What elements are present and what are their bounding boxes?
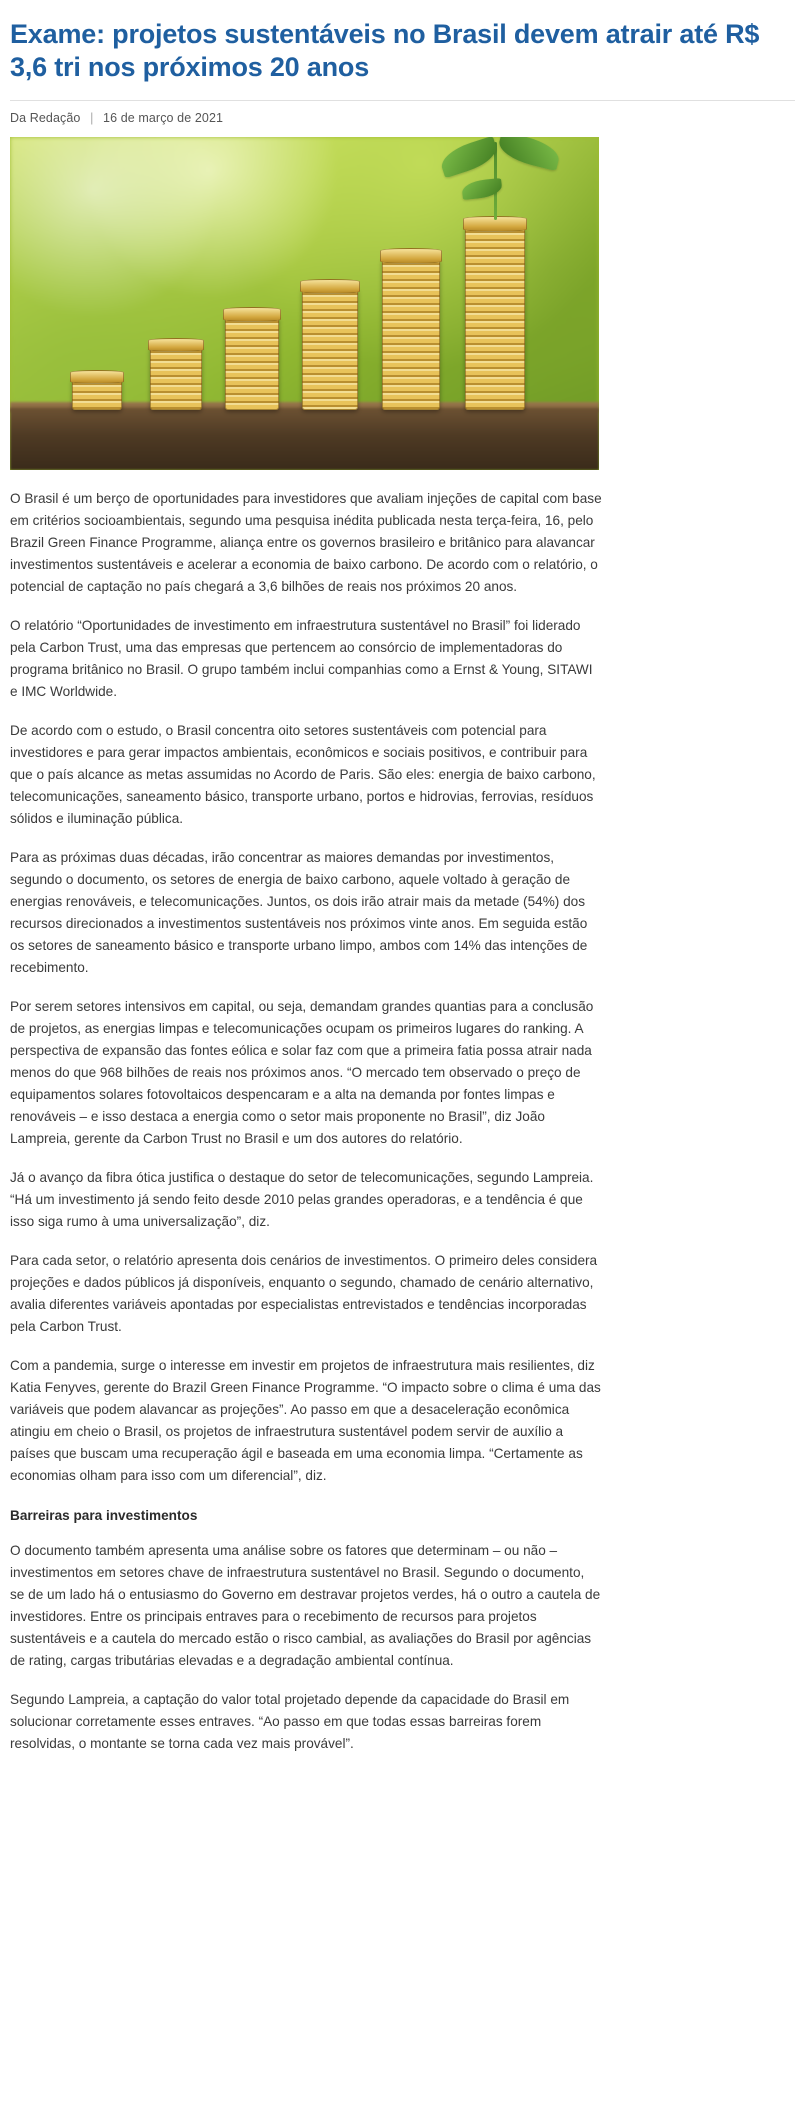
coin-stack <box>150 346 202 410</box>
coin-top <box>300 279 360 294</box>
coin-top <box>380 248 442 264</box>
coin-top <box>148 338 204 352</box>
article-paragraph: Por serem setores intensivos em capital, ou seja, demandam grandes quantias para a conclusão de projetos, as energias limpas e telecomunicações ocupam os primeiros lugares do ranking. A perspectiva de expansão das fontes eólica e solar faz com que a primeira fatia possa atrair nada menos do que 968 bilhões de reais nos próximos anos. “O mercado tem observado o preço de equipamentos solares fotovoltaicos despencaram e a alta na demanda por fontes limpas e renováveis – e isso destaca a energia como o setor mais proponente no Brasil”, diz João Lampreia, gerente da Carbon Trust no Brasil e um dos autores do relatório. <box>10 999 594 1147</box>
coin-stack <box>302 288 358 410</box>
article-paragraph: Para cada setor, o relatório apresenta dois cenários de investimentos. O primeiro deles considera projeções e dados públicos já disponíveis, enquanto o segundo, chamado de cenário alternativo, avalia diferentes variáveis apontadas por especialistas entrevistados e tendências incorporadas pela Carbon Trust. <box>10 1253 598 1335</box>
article-paragraph: O documento também apresenta uma análise sobre os fatores que determinam – ou não – investimentos em setores chave de infraestrutura sustentável no Brasil. Segundo o documento, se de um lado há o entusiasmo do Governo em destravar projetos verdes, há o outro a cautela de investidores. Entre os principais entraves para o recebimento de recursos para projetos sustentáveis e a cautela do mercado estão o risco cambial, as avaliações do Brasil por agências de rating, cargas tributárias elevadas e a degradação ambiental contínua. <box>10 1543 601 1669</box>
article-paragraph: Para as próximas duas décadas, irão concentrar as maiores demandas por investimentos, segundo o documento, os setores de energia de baixo carbono, aquele voltado à geração de energias renováveis, e telecomunicações. Juntos, os dois irão atrair mais da metade (54%) dos recursos direcionados a investimentos sustentáveis nos próximos vinte anos. Em seguida estão os setores de saneamento básico e transporte urbano limpo, ambos com 14% das intenções de recebimento. <box>10 850 588 976</box>
section-subheading: Barreiras para investimentos <box>10 1507 198 1523</box>
coin-top <box>70 370 124 384</box>
article-paragraph: O relatório “Oportunidades de investimento em infraestrutura sustentável no Brasil” foi liderado pela Carbon Trust, uma das empresas que pertencem ao consórcio de implementadoras do programa britânico no Brasil. O grupo também inclui companhias como a Ernst & Young, SITAWI e IMC Worldwide. <box>10 617 593 699</box>
table-surface <box>10 408 599 470</box>
author-name: Da Redação <box>10 110 81 125</box>
publish-date: 16 de março de 2021 <box>103 110 224 125</box>
article-paragraph: O Brasil é um berço de oportunidades para investidores que avaliam injeções de capital com base em critérios socioambientais, segundo uma pesquisa inédita publicada nesta terça-feira, 16, pelo Brazil Green Finance Programme, aliança entre os governos brasileiro e britânico para alavancar investimentos sustentáveis e acelerar a economia de baixo carbono. De acordo com o relatório, o potencial de captação no país chegará a 3,6 bilhões de reais nos próximos 20 anos. <box>10 490 602 594</box>
byline-container <box>10 100 795 125</box>
article-paragraph: De acordo com o estudo, o Brasil concentra oito setores sustentáveis com potencial para investidores e para gerar impactos ambientais, econômicos e sociais positivos, e contribuir para que o país alcance as metas assumidas no Acordo de Paris. São eles: energia de baixo carbono, telecomunicações, saneamento básico, transporte urbano, portos e hidrovias, ferrovias, resíduos sólidos e iluminação pública. <box>10 723 596 827</box>
article-paragraph: Com a pandemia, surge o interesse em investir em projetos de infraestrutura mais resilientes, diz Katia Fenyves, gerente do Brazil Green Finance Programme. “O impacto sobre o clima é uma das variáveis que podem alavancar as projeções”. Ao passo em que a desaceleração econômica atingiu em cheio o Brasil, os projetos de infraestrutura sustentável podem servir de auxílio a países que buscam uma recuperação ágil e baseada em uma economia limpa. “Certamente as economias olham para isso com um diferencial”, diz. <box>10 1358 601 1484</box>
article-paragraph: Segundo Lampreia, a captação do valor total projetado depende da capacidade do Brasil em solucionar corretamente esses entraves. “Ao passo em que todas essas barreiras forem resolvidas, o montante se torna cada vez mais provável”. <box>10 1692 570 1752</box>
hero-image <box>10 137 599 470</box>
page-title: Exame: projetos sustentáveis no Brasil devem atrair até R$ 3,6 tri nos próximos 20 anos <box>10 19 760 82</box>
article-paragraph: Já o avanço da fibra ótica justifica o destaque do setor de telecomunicações, segundo Lampreia. “Há um investimento já sendo feito desde 2010 pelas grandes operadoras, e a tendência é que isso siga rumo à uma universalização”, diz. <box>10 1170 594 1230</box>
coin-top <box>223 307 281 322</box>
coin-stack <box>382 258 440 410</box>
byline-separator: | <box>90 110 94 125</box>
coin-stack <box>465 226 525 410</box>
coin-stack <box>225 316 279 410</box>
byline <box>10 111 795 125</box>
